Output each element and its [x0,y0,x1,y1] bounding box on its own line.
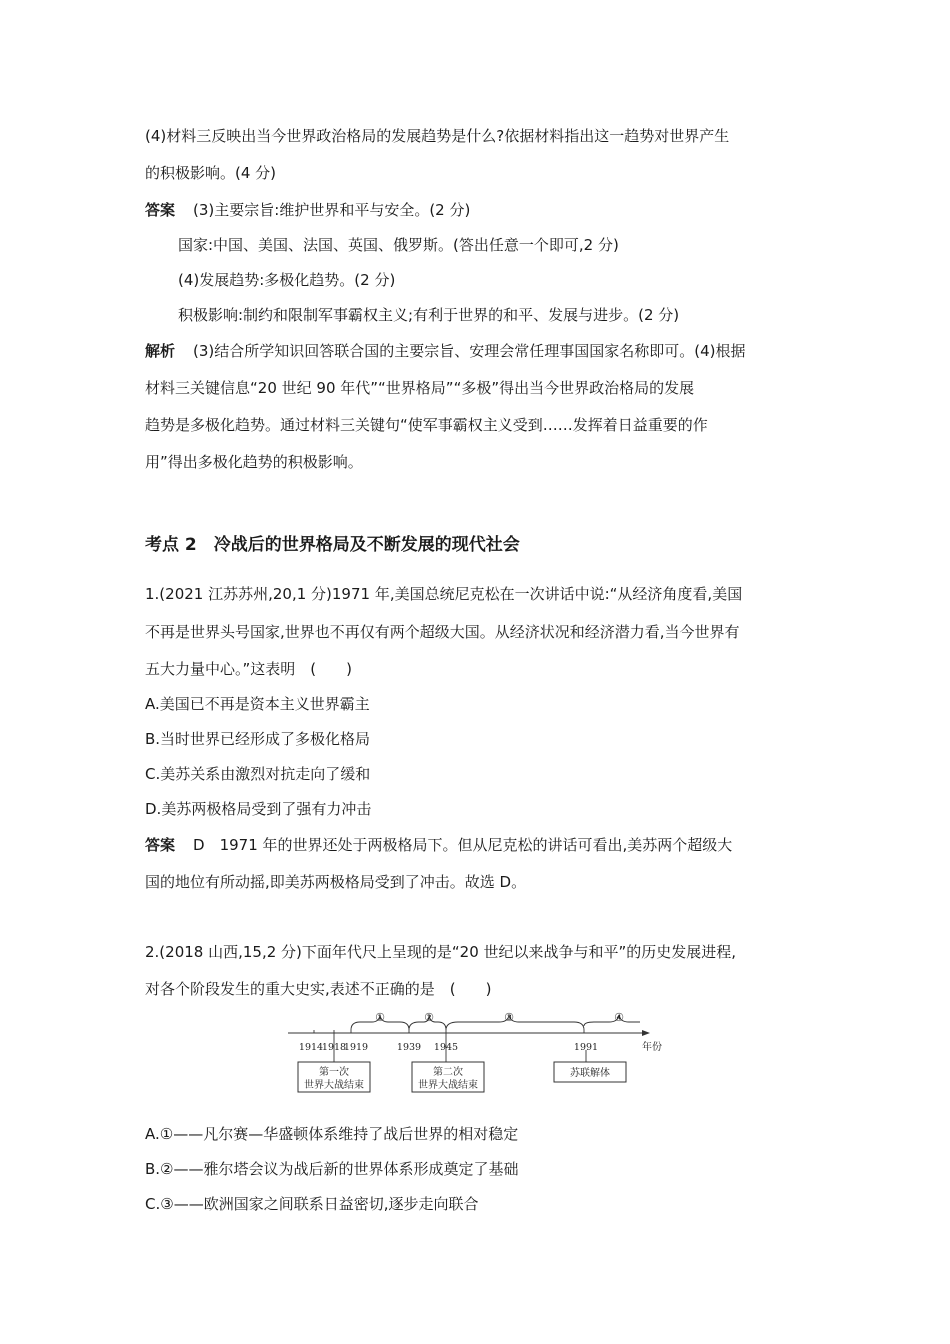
box-ww2-line-1: 第二次 [433,1067,463,1078]
answer-label: 答案 [145,836,176,854]
stage-3-label: ③ [504,1011,514,1024]
box-ww2-line-2: 世界大战结束 [418,1080,478,1091]
box-ww1-line-2: 世界大战结束 [304,1080,364,1091]
explanation-1-line-1 [145,341,746,361]
stage-2-label: ② [424,1011,434,1024]
year-1919: 1919 [343,1042,369,1053]
question-1-option-d: D.美苏两极格局受到了强有力冲击 [145,800,372,818]
section-title: 考点 2 冷战后的世界格局及不断发展的现代社会 [145,535,520,555]
question-2-option-a: A.①——凡尔赛—华盛顿体系维持了战后世界的相对稳定 [145,1125,519,1143]
year-1945: 1945 [433,1042,459,1053]
stage-1-label: ① [375,1011,385,1024]
box-ww1-line-1: 第一次 [319,1067,349,1078]
question-1-answer-line-2: 国的地位有所动摇,即美苏两极格局受到了冲击。故选 D。 [145,873,527,891]
axis-label: 年份 [642,1042,662,1053]
year-1914: 1914 [298,1042,324,1053]
answer-1-line-2: 国家:中国、美国、法国、英国、俄罗斯。(答出任意一个即可,2 分) [178,236,619,254]
answer-1-line-4: 积极影响:制约和限制军事霸权主义;有利于世界的和平、发展与进步。(2 分) [178,306,680,324]
stage-3-brace [446,1015,584,1030]
question-2-line-2: 对各个阶段发生的重大史实,表述不正确的是 ( ) [145,980,492,998]
box-ussr-label: 苏联解体 [570,1068,610,1079]
stage-4-label: ④ [614,1011,624,1024]
answer-text: (3)主要宗旨:维护世界和平与安全。(2 分) [193,201,471,219]
explanation-1-line-2: 材料三关键信息“20 世纪 90 年代”“世界格局”“多极”得出当今世界政治格局的发展 [145,379,695,397]
question-1-answer-line-1 [145,835,732,855]
answer-label: 答案 [145,201,176,219]
year-1991: 1991 [573,1042,599,1053]
question-1-option-a: A.美国已不再是资本主义世界霸主 [145,695,370,713]
answer-1-line-3: (4)发展趋势:多极化趋势。(2 分) [178,271,396,289]
explanation-label: 解析 [145,342,176,360]
question-2-option-c: C.③——欧洲国家之间联系日益密切,逐步走向联合 [145,1195,479,1213]
stage-4-brace [584,1015,640,1026]
answer-text: D 1971 年的世界还处于两极格局下。但从尼克松的讲话可看出,美苏两个超级大 [193,836,733,854]
year-1939: 1939 [396,1042,422,1053]
answer-1-line-1 [145,200,470,220]
question-1-line-2: 不再是世界头号国家,世界也不再仅有两个超级大国。从经济状况和经济潜力看,当今世界有 [145,623,740,641]
question-1-option-c: C.美苏关系由激烈对抗走向了缓和 [145,765,371,783]
question-4-line-1: (4)材料三反映出当今世界政治格局的发展趋势是什么?依据材料指出这一趋势对世界产生 [145,127,730,145]
question-2-line-1: 2.(2018 山西,15,2 分)下面年代尺上呈现的是“20 世纪以来战争与和平”的历史发展进程, [145,943,737,961]
question-1-line-3: 五大力量中心。”这表明 ( ) [145,660,352,678]
year-1918: 1918 [321,1042,347,1053]
explanation-1-line-3: 趋势是多极化趋势。通过材料三关键句“使军事霸权主义受到……发挥着日益重要的作 [145,416,708,434]
explanation-text: (3)结合所学知识回答联合国的主要宗旨、安理会常任理事国国家名称即可。(4)根据 [193,342,746,360]
explanation-1-line-4: 用”得出多极化趋势的积极影响。 [145,453,363,471]
question-2-option-b: B.②——雅尔塔会议为战后新的世界体系形成奠定了基础 [145,1160,519,1178]
question-1-line-1: 1.(2021 江苏苏州,20,1 分)1971 年,美国总统尼克松在一次讲话中说:“从经济角度看,美国 [145,585,743,603]
timeline-figure [284,1008,670,1098]
timeline-arrow [642,1030,650,1036]
question-4-line-2: 的积极影响。(4 分) [145,164,277,182]
question-1-option-b: B.当时世界已经形成了多极化格局 [145,730,371,748]
